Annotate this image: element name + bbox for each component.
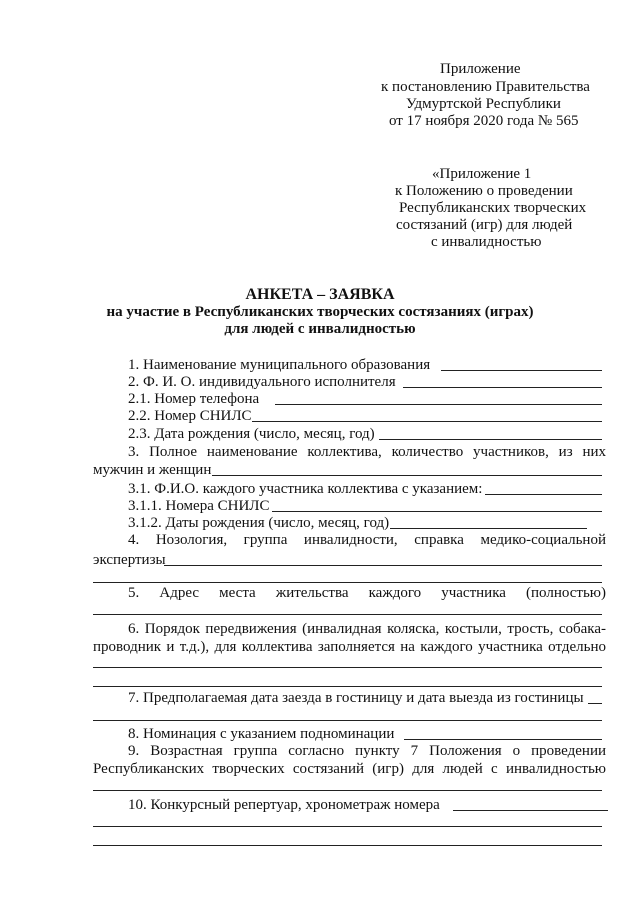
appendix1-line-5: с инвалидностью: [431, 234, 542, 250]
appendix-line-1: Приложение: [440, 61, 521, 77]
item-6-field-2[interactable]: [93, 686, 602, 687]
title-main: АНКЕТА – ЗАЯВКА: [245, 286, 395, 303]
appendix-line-4: от 17 ноября 2020 года № 565: [389, 113, 579, 129]
item-4-label-cont: экспертизы: [93, 552, 166, 568]
item-10-field-3[interactable]: [93, 845, 602, 846]
item-3-label: 3. Полное наименование коллектива, количество участников, из них: [128, 444, 606, 460]
item-5-label: 5. Адрес места жительства каждого участника (полностью): [128, 585, 606, 601]
item-6-label-cont: проводник и т.д.), для коллектива заполняется на каждого участника отдельно: [93, 639, 606, 655]
item-7-label: 7. Предполагаемая дата заезда в гостиницу и дата выезда из гостиницы: [128, 690, 584, 706]
item-3-1-label: 3.1. Ф.И.О. каждого участника коллектива с указанием:: [128, 481, 483, 497]
item-6-label: 6. Порядок передвижения (инвалидная коляска, костыли, трость, собака-: [128, 621, 606, 637]
item-4-field-2[interactable]: [93, 582, 602, 583]
item-3-1-2-label: 3.1.2. Даты рождения (число, месяц, год): [128, 515, 390, 531]
title-sub-2: для людей с инвалидностью: [224, 321, 416, 337]
appendix1-line-4: состязаний (игр) для людей: [396, 217, 573, 233]
item-2-label: 2. Ф. И. О. индивидуального исполнителя: [128, 374, 396, 390]
appendix1-line-3: Республиканских творческих: [399, 200, 587, 216]
item-10-label: 10. Конкурсный репертуар, хронометраж номера: [128, 797, 440, 813]
item-9-label: 9. Возрастная группа согласно пункту 7 Положения о проведении: [128, 743, 606, 759]
item-3-field[interactable]: [212, 475, 602, 476]
appendix1-line-1: «Приложение 1: [432, 166, 532, 182]
item-2-field[interactable]: [403, 387, 602, 388]
title-sub-1: на участие в Республиканских творческих состязаниях (играх): [106, 304, 534, 320]
item-4-field-1[interactable]: [164, 565, 602, 566]
item-3-1-field[interactable]: [485, 494, 602, 495]
item-2-2-field[interactable]: [252, 421, 602, 422]
item-2-1-label: 2.1. Номер телефона: [128, 391, 260, 407]
item-3-label-cont: мужчин и женщин: [93, 462, 212, 478]
item-2-3-label: 2.3. Дата рождения (число, месяц, год): [128, 426, 375, 442]
item-9-label-cont: Республиканских творческих состязаний (игр) для людей с инвалидностью: [93, 761, 606, 777]
appendix-line-2: к постановлению Правительства: [381, 79, 590, 95]
item-2-2-label: 2.2. Номер СНИЛС: [128, 408, 252, 424]
item-1-field[interactable]: [441, 370, 602, 371]
item-3-1-2-field[interactable]: [390, 528, 587, 529]
item-3-1-1-field[interactable]: [272, 511, 602, 512]
item-10-field-1[interactable]: [453, 810, 608, 811]
item-8-label: 8. Номинация с указанием подноминации: [128, 726, 395, 742]
item-3-1-1-label: 3.1.1. Номера СНИЛС: [128, 498, 270, 514]
item-2-1-field[interactable]: [275, 404, 602, 405]
item-4-label: 4. Нозология, группа инвалидности, справка медико-социальной: [128, 532, 606, 548]
item-2-3-field[interactable]: [379, 439, 602, 440]
appendix-line-3: Удмуртской Республики: [406, 96, 561, 112]
item-1-label: 1. Наименование муниципального образования: [128, 357, 431, 373]
item-7-field-2[interactable]: [93, 720, 602, 721]
item-9-field[interactable]: [93, 790, 602, 791]
item-8-field[interactable]: [404, 739, 602, 740]
item-6-field-1[interactable]: [93, 667, 602, 668]
item-10-field-2[interactable]: [93, 826, 602, 827]
item-5-field[interactable]: [93, 614, 602, 615]
item-7-field-1[interactable]: [588, 703, 602, 704]
appendix1-line-2: к Положению о проведении: [395, 183, 573, 199]
